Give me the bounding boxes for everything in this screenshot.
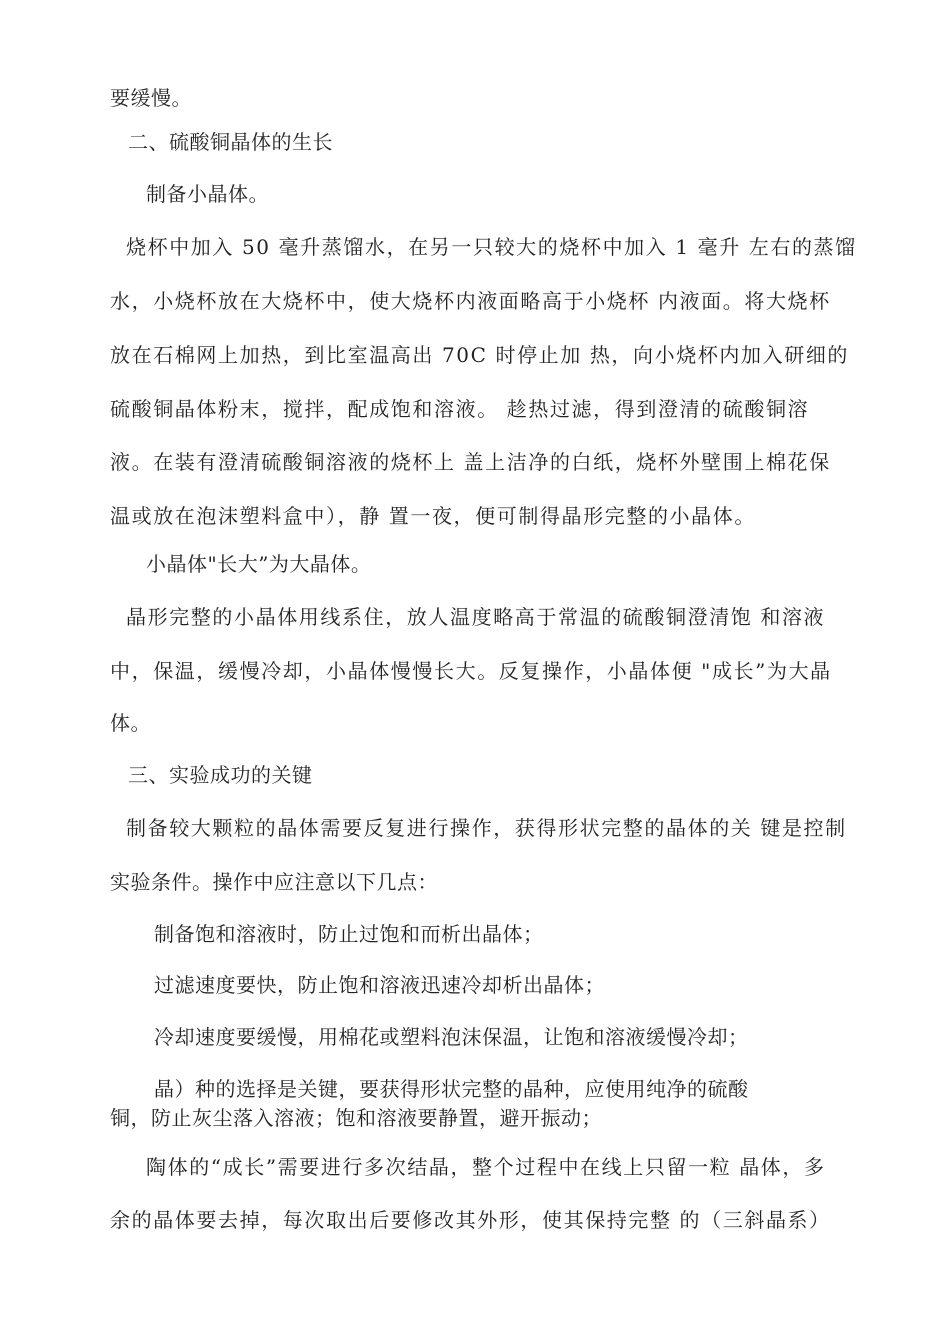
section-heading: 二、硫酸铜晶体的生长 <box>128 130 333 154</box>
text-line: 液。在装有澄清硫酸铜溶液的烧杯上 盖上洁净的白纸，烧杯外壁围上棉花保 <box>110 450 831 474</box>
list-item: 过滤速度要快，防止饱和溶液迅速冷却析出晶体； <box>154 973 605 997</box>
text-line: 晶形完整的小晶体用线系住，放人温度略高于常温的硫酸铜澄清饱 和溶液 <box>126 605 826 629</box>
subheading: 小晶体"长大”为大晶体。 <box>146 552 372 576</box>
section-heading: 三、实验成功的关键 <box>128 763 313 787</box>
text-line: 烧杯中加入 50 毫升蒸馏水，在另一只较大的烧杯中加入 1 毫升 左右的蒸馏 <box>126 235 857 259</box>
text-line: 放在石棉网上加热，到比室温高出 70C 时停止加 热，向小烧杯内加入研细的 <box>110 343 850 367</box>
text-line: 温或放在泡沫塑料盒中），静 置一夜，便可制得晶形完整的小晶体。 <box>110 504 756 528</box>
text-line: 实验条件。操作中应注意以下几点： <box>110 870 438 894</box>
list-item-continuation: 铜，防止灰尘落入溶液；饱和溶液要静置，避开振动； <box>110 1106 602 1130</box>
text-line: 中，保温，缓慢冷却，小晶体慢慢长大。反复操作，小晶体便 "成长”为大晶 <box>110 659 832 683</box>
text-line: 体。 <box>110 711 151 735</box>
list-item: 晶）种的选择是关键，要获得形状完整的晶种，应使用纯净的硫酸 <box>154 1077 749 1101</box>
text-line: 陶体的“成长”需要进行多次结晶，整个过程中在线上只留一粒 晶体，多 <box>146 1155 826 1179</box>
subheading: 制备小晶体。 <box>146 182 269 206</box>
text-line: 余的晶体要去掉，每次取出后要修改其外形，使其保持完整 的（三斜晶系） <box>110 1208 831 1232</box>
text-line: 要缓慢。 <box>110 86 192 110</box>
list-item: 制备饱和溶液时，防止过饱和而析出晶体； <box>154 922 544 946</box>
text-line: 硫酸铜晶体粉末，搅拌，配成饱和溶液。 趁热过滤，得到澄清的硫酸铜溶 <box>110 397 810 421</box>
text-line: 制备较大颗粒的晶体需要反复进行操作，获得形状完整的晶体的关 键是控制 <box>126 816 847 840</box>
list-item: 冷却速度要缓慢，用棉花或塑料泡沫保温，让饱和溶液缓慢冷却； <box>154 1025 749 1049</box>
text-line: 水，小烧杯放在大烧杯中，使大烧杯内液面略高于小烧杯 内液面。将大烧杯 <box>110 289 831 313</box>
